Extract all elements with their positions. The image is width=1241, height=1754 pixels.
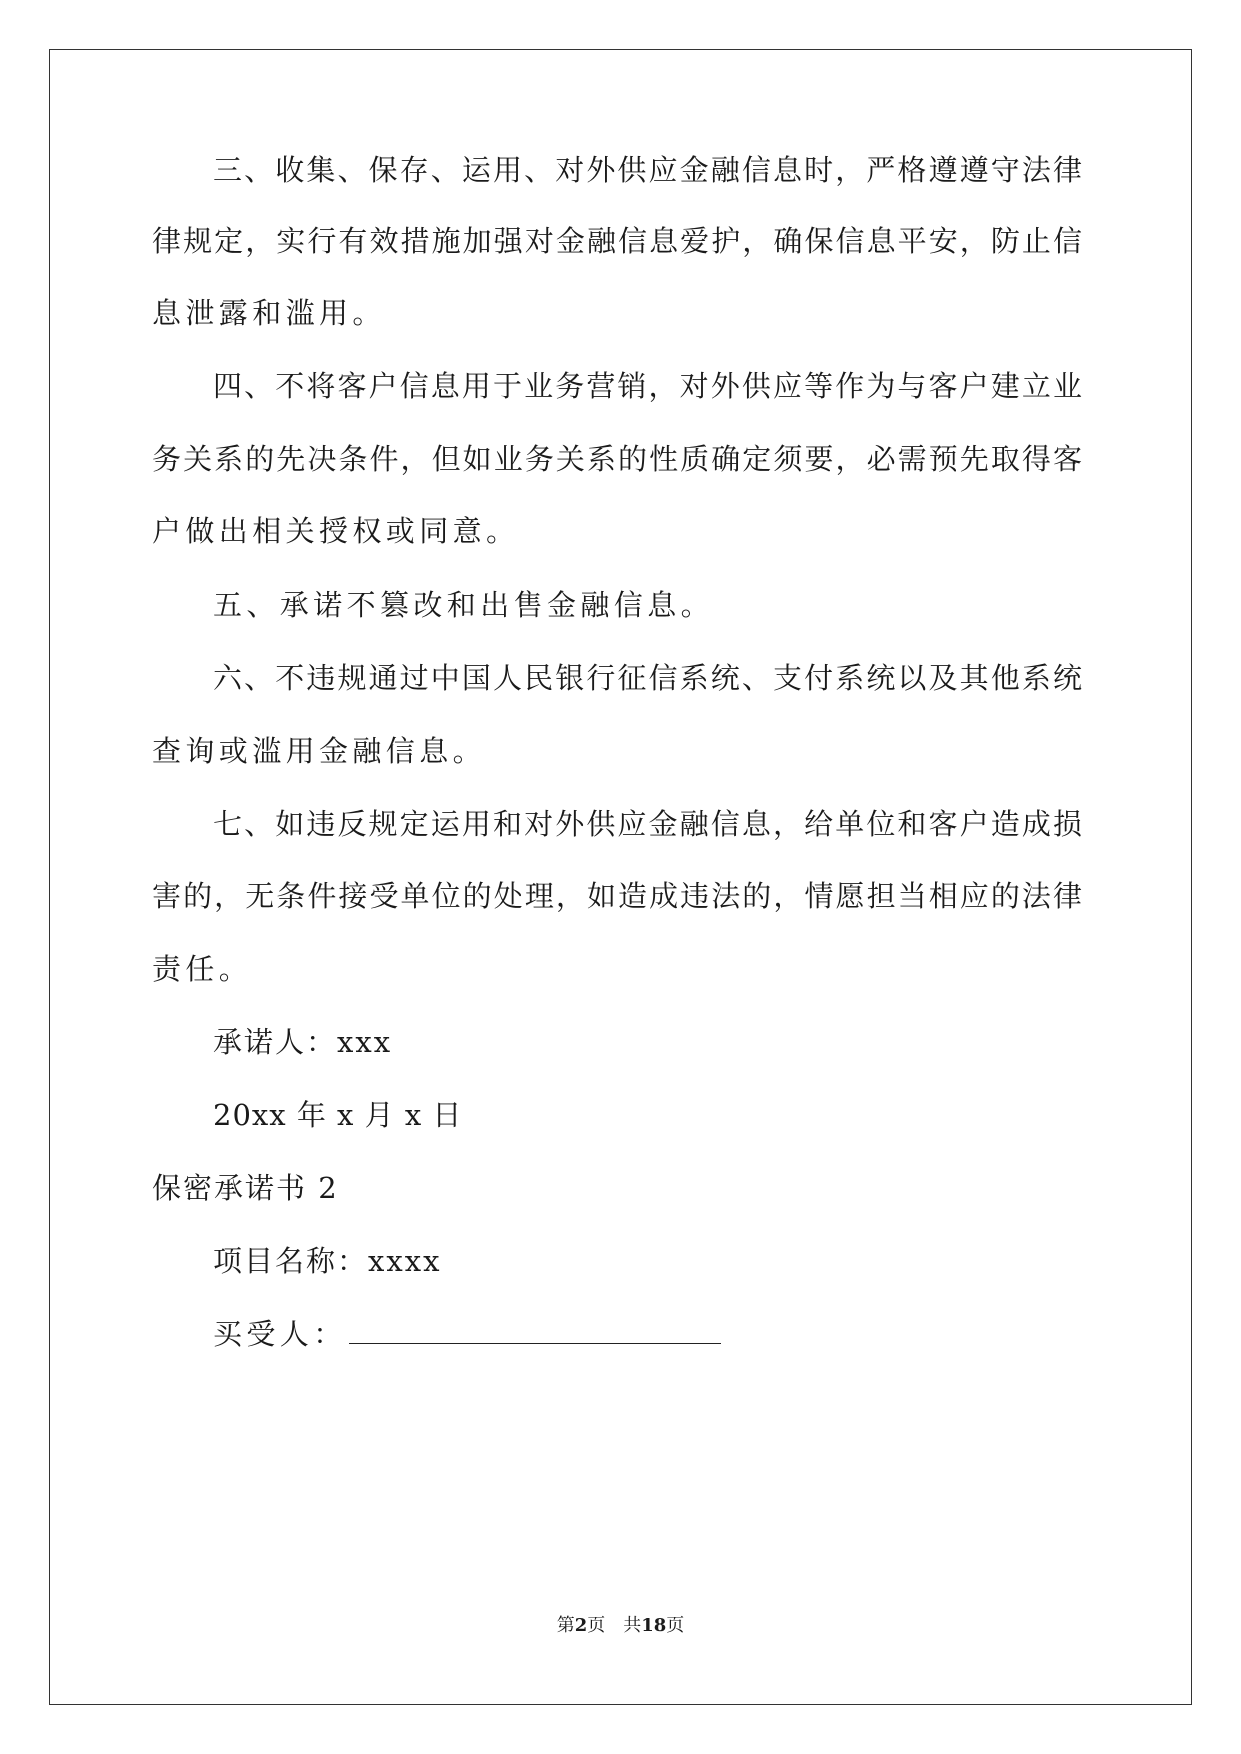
paragraph-6-line-2: 查询或滥用金融信息。 bbox=[152, 734, 487, 768]
paragraph-4-line-3: 户做出相关授权或同意。 bbox=[152, 514, 520, 548]
paragraph-3-line-1: 三、收集、保存、运用、对外供应金融信息时，严格遵遵守法律 bbox=[213, 153, 1082, 187]
footer-total-pages: 18 bbox=[641, 1615, 667, 1636]
footer-middle: 页 共 bbox=[587, 1615, 642, 1636]
recipient-blank-field[interactable] bbox=[349, 1343, 721, 1344]
paragraph-5-line-1: 五、承诺不篡改和出售金融信息。 bbox=[213, 588, 715, 622]
date-line: 20xx 年 x 月 x 日 bbox=[213, 1098, 463, 1132]
recipient-line bbox=[213, 1314, 721, 1354]
section-2-title: 保密承诺书 2 bbox=[152, 1171, 339, 1205]
paragraph-7-line-2: 害的，无条件接受单位的处理，如造成违法的，情愿担当相应的法律 bbox=[152, 879, 1082, 913]
footer-suffix: 页 bbox=[666, 1615, 685, 1636]
footer-page-number: 2 bbox=[574, 1615, 588, 1636]
paragraph-3-line-3: 息泄露和滥用。 bbox=[152, 296, 386, 330]
recipient-label: 买受人： bbox=[213, 1317, 347, 1351]
footer-prefix: 第 bbox=[556, 1615, 575, 1636]
paragraph-7-line-1: 七、如违反规定运用和对外供应金融信息，给单位和客户造成损 bbox=[213, 807, 1082, 841]
paragraph-6-line-1: 六、不违规通过中国人民银行征信系统、支付系统以及其他系统 bbox=[213, 661, 1082, 695]
paragraph-4-line-1: 四、不将客户信息用于业务营销，对外供应等作为与客户建立业 bbox=[213, 369, 1082, 403]
promisor-line: 承诺人：xxx bbox=[213, 1025, 393, 1059]
paragraph-3-line-2: 律规定，实行有效措施加强对金融信息爱护，确保信息平安，防止信 bbox=[152, 224, 1082, 258]
page-footer bbox=[0, 1614, 1241, 1638]
paragraph-7-line-3: 责任。 bbox=[152, 952, 253, 986]
project-name-line: 项目名称：xxxx bbox=[213, 1244, 442, 1278]
paragraph-4-line-2: 务关系的先决条件，但如业务关系的性质确定须要，必需预先取得客 bbox=[152, 442, 1082, 476]
